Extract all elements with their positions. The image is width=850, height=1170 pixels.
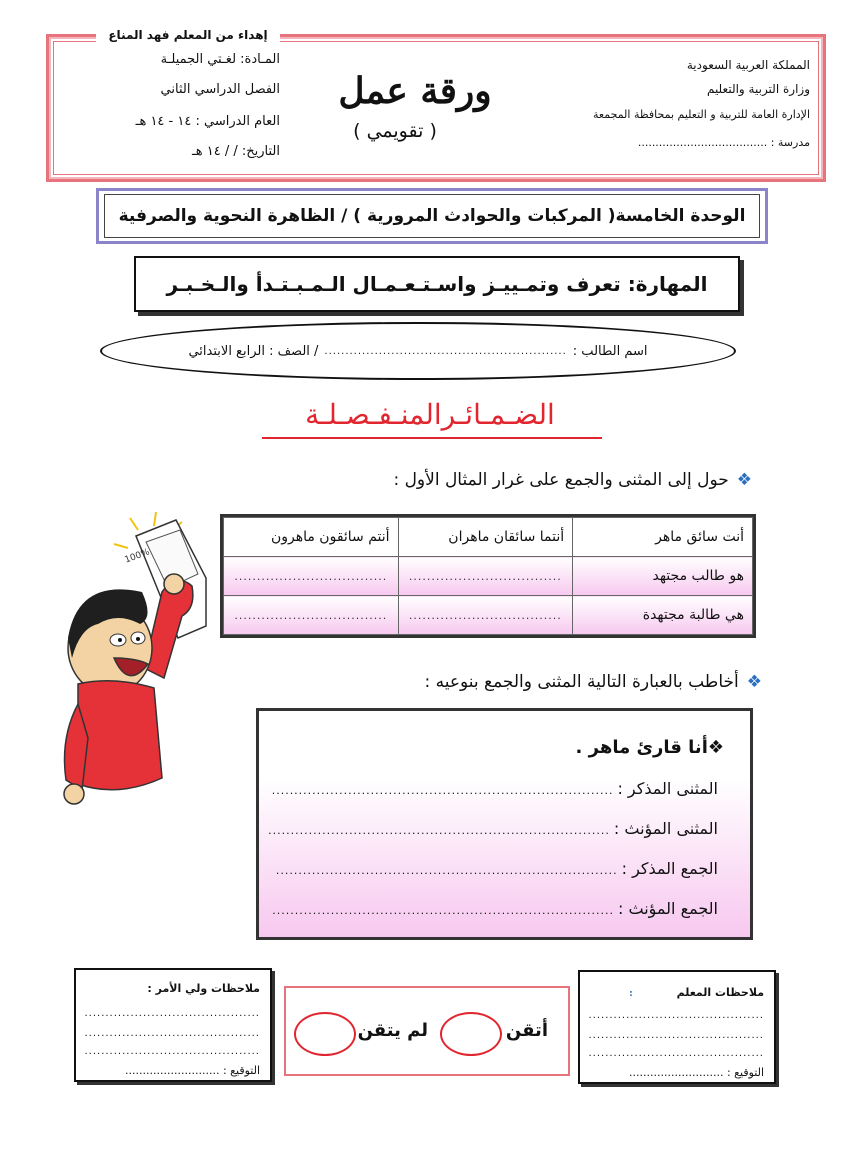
conversion-table — [220, 514, 756, 638]
answer-field[interactable] — [224, 557, 399, 596]
table-cell: هو طالب مجتهد — [573, 557, 753, 596]
student-name-label: اسم الطالب : — [572, 343, 648, 359]
teacher-notes-line[interactable]: .......................................... — [588, 1030, 764, 1041]
parent-notes-line[interactable]: .......................................... — [84, 1008, 260, 1019]
answer-line-label: الجمع المذكر : — [621, 859, 718, 878]
teacher-signature[interactable]: التوقيع : ........................... — [629, 1066, 764, 1079]
table-cell: أنتما سائقان ماهران — [398, 518, 573, 557]
answer-line-dots: ............................................................................ — [268, 824, 610, 837]
admin-label: الإدارة العامة للتربية و التعليم بمحافظة المجمعة — [593, 108, 810, 121]
mastered-label: أتقن — [505, 1020, 548, 1041]
table-row — [224, 557, 753, 596]
student-class-label: / الصف : الرابع الابتدائي — [188, 343, 319, 359]
mastered-circle[interactable] — [440, 1012, 502, 1056]
answer-line[interactable] — [272, 899, 718, 918]
answer-dots: .................................. — [234, 570, 388, 583]
exercise1-instruction — [393, 470, 752, 490]
answer-dots: .................................. — [408, 609, 562, 622]
student-name-field[interactable]: .......................................................... — [324, 345, 567, 357]
exercise2-instruction-text: أخاطب بالعبارة التالية المثنى والجمع بنوعيه : — [424, 672, 739, 692]
teacher-notes-box — [578, 970, 776, 1084]
answer-line-dots: ............................................................................ — [275, 864, 618, 877]
parent-notes-title: ملاحظات ولي الأمر : — [147, 982, 260, 995]
teacher-notes-colon: : — [629, 989, 633, 999]
semester-label: الفصل الدراسي الثاني — [160, 82, 280, 97]
answer-line-label: المثنى المؤنث : — [613, 819, 718, 838]
teacher-notes-line[interactable]: .......................................... — [588, 1010, 764, 1021]
answer-field[interactable] — [398, 557, 573, 596]
unit-title: الوحدة الخامسة( المركبات والحوادث المرورية ) / الظاهرة النحوية والصرفية — [104, 194, 760, 238]
parent-signature[interactable]: التوقيع : ........................... — [125, 1064, 260, 1077]
answer-line-dots: ............................................................................ — [272, 904, 615, 917]
exercise2-instruction — [424, 672, 762, 692]
page-subtitle: ( تقويمي ) — [353, 120, 437, 142]
answer-line[interactable] — [272, 779, 718, 798]
answer-dots: .................................. — [408, 570, 562, 583]
table-cell: أنت سائق ماهر — [573, 518, 753, 557]
cartoon-boy-illustration — [58, 508, 230, 828]
school-label: مدرسة : ..................................... — [637, 136, 810, 149]
lesson-title: الضـمـائـرالمنـفـصـلـة — [305, 398, 555, 431]
student-info — [100, 322, 736, 380]
teacher-notes-title-text: ملاحظات المعلم — [676, 986, 764, 999]
parent-notes-line[interactable]: .......................................... — [84, 1046, 260, 1057]
answer-line[interactable] — [268, 819, 718, 838]
answer-line[interactable] — [276, 859, 718, 878]
answer-dots: .................................. — [234, 609, 388, 622]
skill-title: المهارة: تعرف وتمـييـز واسـتـعـمـال الـمـبـتـدأ والـخـبـر — [134, 256, 740, 312]
table-cell: هي طالبة مجتهدة — [573, 596, 753, 635]
dedication: إهداء من المعلم فهد المناع — [96, 28, 280, 42]
parent-notes-line[interactable]: .......................................... — [84, 1028, 260, 1039]
not-mastered-circle[interactable] — [294, 1012, 356, 1056]
answer-line-dots: ............................................................................ — [271, 784, 614, 797]
table-cell: أنتم سائقون ماهرون — [224, 518, 399, 557]
answer-line-label: المثنى المذكر : — [617, 779, 718, 798]
subject-label: المـادة: لغـتي الجميلـة — [160, 52, 280, 67]
answer-line-label: الجمع المؤنث : — [618, 899, 718, 918]
teacher-notes-line[interactable]: .......................................... — [588, 1048, 764, 1059]
date-label: التاريخ: / / ١٤ هـ — [191, 144, 280, 159]
page-title: ورقة عمل — [338, 70, 492, 112]
not-mastered-label: لم يتقن — [357, 1020, 428, 1041]
kingdom-label: المملكة العربية السعودية — [686, 58, 810, 72]
ministry-label: وزارة التربية والتعليم — [706, 82, 810, 96]
parent-notes-box — [74, 968, 272, 1082]
teacher-notes-title — [629, 986, 764, 999]
answer-field[interactable] — [398, 596, 573, 635]
answer-field[interactable] — [224, 596, 399, 635]
diamond-bullet-icon: ❖ — [736, 470, 752, 490]
exercise1-instruction-text: حول إلى المثنى والجمع على غرار المثال الأول : — [393, 470, 729, 490]
evaluation-box — [284, 986, 570, 1076]
svg-text:100%: 100% — [123, 547, 152, 566]
table-row — [224, 596, 753, 635]
table-row — [224, 518, 753, 557]
exercise2-box — [256, 708, 753, 940]
diamond-bullet-icon: ❖ — [746, 672, 762, 692]
exercise2-sentence: ❖أنا قارئ ماهر . — [575, 737, 724, 758]
lesson-title-underline — [262, 437, 602, 439]
year-label: العام الدراسي : ١٤ - ١٤ هـ — [135, 114, 280, 129]
